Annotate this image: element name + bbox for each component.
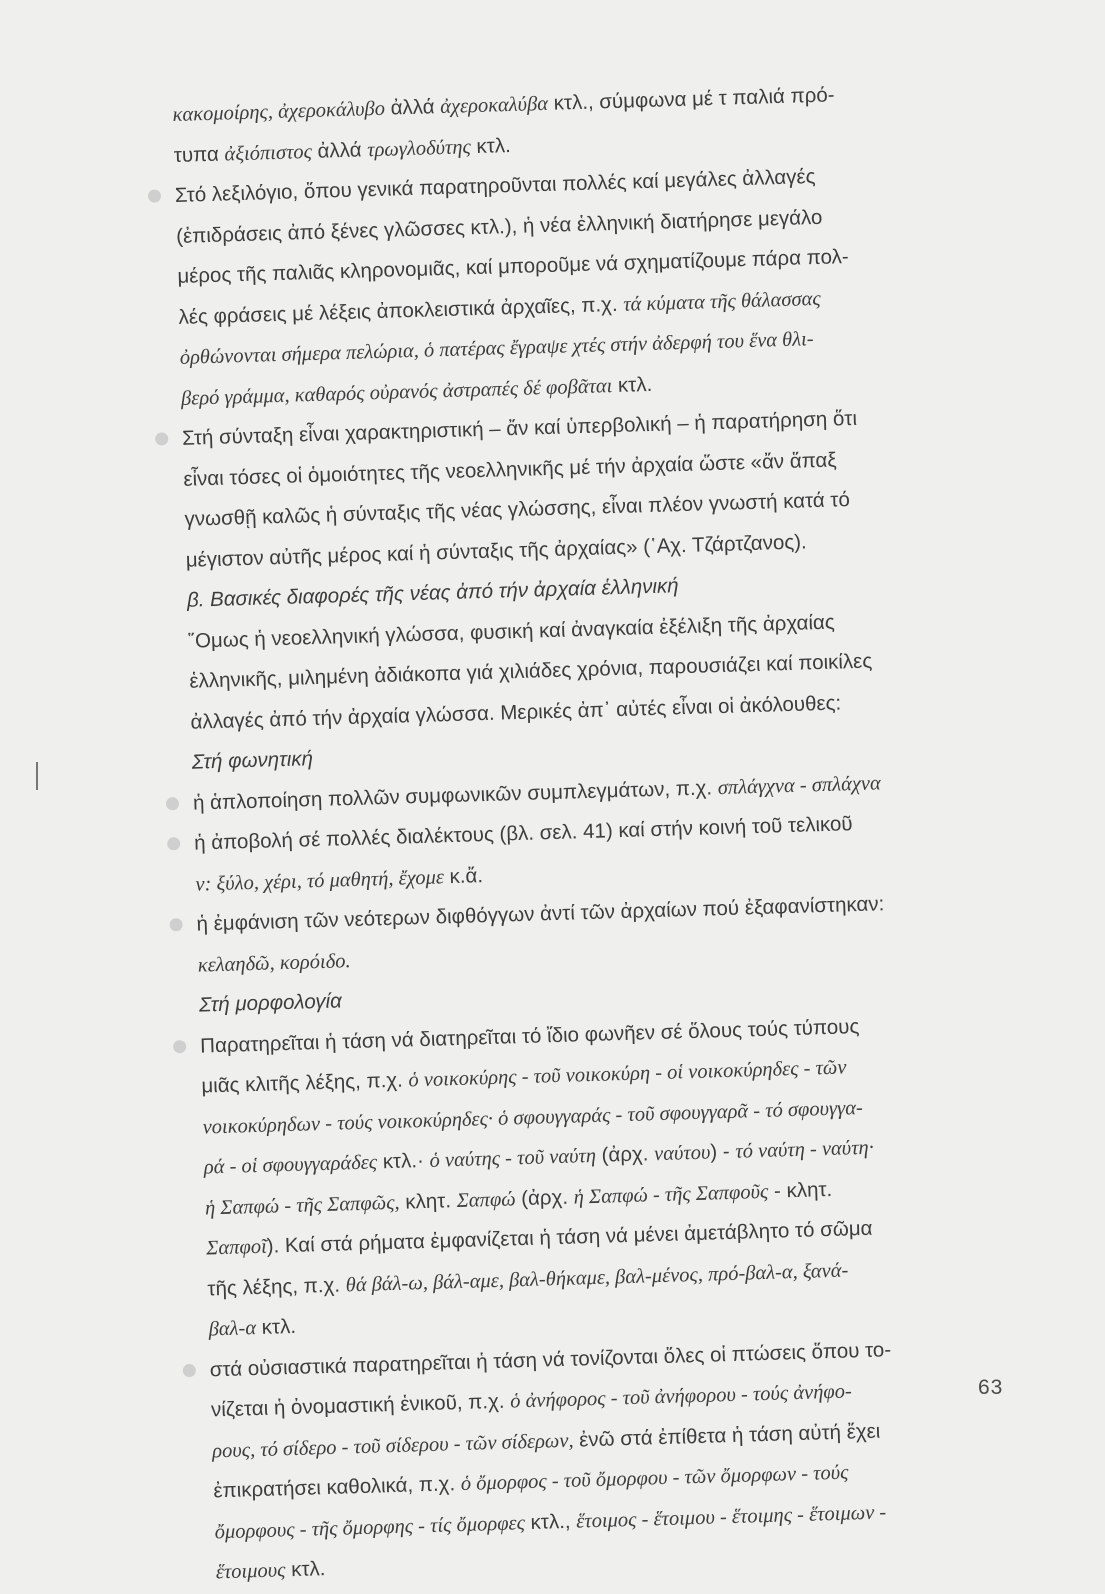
text-segment: ἕτοιμους xyxy=(215,1559,286,1584)
text-segment: - κλητ. xyxy=(767,1177,833,1203)
text-segment: λές φράσεις μέ λέξεις ἀποκλειστικά ἀρχαῖες, π.χ. xyxy=(178,292,624,329)
text-segment: μιᾶς κλιτῆς λέξης, π.χ. xyxy=(201,1068,409,1098)
text-segment: κτλ. xyxy=(255,1314,297,1340)
bullet-icon xyxy=(167,837,180,850)
text-segment: ρους, τό σίδερο - τοῦ σίδερου - τῶν σίδερων, xyxy=(211,1429,574,1462)
text-segment: ἑλληνικῆς, μιλημένη ἀδιάκοπα γιά χιλιάδες χρόνια, παρουσιάζει καί ποικίλες xyxy=(189,649,873,693)
text-segment: τό ναύτη - ναύτη· xyxy=(735,1136,875,1163)
text-segment: Στή μορφολογία xyxy=(198,989,343,1017)
text-segment: ὄμορφους - τῆς ὄμορφης - τίς ὄμορφες xyxy=(214,1511,526,1543)
text-segment: Στό λεξιλόγιο, ὅπου γενικά παρατηροῦνται πολλές καί μεγάλες ἀλλαγές xyxy=(174,164,816,207)
text-segment: εἶναι τόσες οἱ ὁμοιότητες τῆς νεοελληνικῆς μέ τήν ἀρχαία ὥστε «ἄν ἅπαξ xyxy=(183,447,837,491)
text-segment: ρά - οἱ σφουγγαράδες xyxy=(203,1151,378,1179)
text-segment: ῞Ομως ἡ νεοελληνική γλώσσα, φυσική καί ἀναγκαία ἐξέλιξη τῆς ἀρχαίας xyxy=(187,610,836,653)
text-segment: τῆς λέξης, π.χ. xyxy=(207,1272,347,1300)
text-segment: ἀλλά xyxy=(311,137,368,163)
text-segment: κακομοίρης, ἀχεροκάλυβο xyxy=(172,97,386,126)
text-segment: ὁ νοικοκύρης - τοῦ νοικοκύρη - οἱ νοικοκύρηδες - τῶν xyxy=(408,1056,847,1092)
text-segment: Στή φωνητική xyxy=(191,747,314,774)
text-segment: ἀλλαγές ἀπό τήν ἀρχαία γλώσσα. Μερικές ἀπ᾿ αὐτές εἶναι οἱ ἀκόλουθες: xyxy=(190,690,842,734)
margin-mark xyxy=(36,762,38,790)
text-segment: β. Βασικές διαφορές τῆς νέας ἀπό τήν ἀρχαία ἑλληνική xyxy=(186,574,679,612)
text-segment: ἡ ἁπλοποίηση πολλῶν συμφωνικῶν συμπλεγμάτων, π.χ. xyxy=(192,775,719,815)
text-segment: κελαηδῶ, κορόιδο. xyxy=(197,949,351,977)
text-segment: ἕτοιμος - ἕτοιμου - ἕτοιμης - ἕτοιμων - xyxy=(575,1500,887,1533)
text-segment: ἡ Σαπφώ - τῆς Σαπφοῦς xyxy=(573,1180,769,1209)
text-segment: ὀρθώνονται σήμερα πελώρια, ὁ πατέρας ἔγραψε χτές στήν ἀδερφή του ἕνα θλι- xyxy=(179,328,814,369)
text-segment: ἀλλά xyxy=(384,95,441,120)
bullet-icon xyxy=(173,1039,186,1052)
text-segment: (ἐπιδράσεις ἀπό ξένες γλῶσσες κτλ.), ἡ νέα ἑλληνική διατήρησε μεγάλο xyxy=(175,205,823,248)
text-segment: ἡ ἐμφάνιση τῶν νεότερων διφθόγγων ἀντί τῶν ἀρχαίων πού ἐξαφανίστηκαν: xyxy=(196,892,885,936)
text-segment: κτλ., σύμφωνα μέ τ παλιά πρό- xyxy=(547,83,835,115)
text-segment: κτλ. xyxy=(285,1557,326,1582)
text-segment: τά κύματα τῆς θάλασσας xyxy=(622,287,821,316)
text-segment: ὁ ὄμορφος - τοῦ ὄμορφου - τῶν ὄμορφων - τούς xyxy=(460,1461,849,1496)
text-segment: ἐνῶ στά ἐπίθετα ἡ τάση αὐτή ἔχει xyxy=(573,1419,881,1452)
text-body xyxy=(172,70,1061,1593)
text-segment: θά βάλ-ω, βάλ-αμε, βαλ-θήκαμε, βαλ-μένος, πρό-βαλ-α, ξανά- xyxy=(345,1258,849,1296)
text-segment: Σαπφώ xyxy=(456,1187,516,1212)
text-segment: βερό γράμμα, καθαρός οὐρανός ἀστραπές δέ φοβᾶται xyxy=(180,374,613,410)
text-segment: κτλ. xyxy=(611,372,653,397)
bullet-icon xyxy=(166,797,179,810)
text-segment: στά οὐσιαστικά παρατηρεῖται ἡ τάση νά τονίζονται ὅλες οἱ πτώσεις ὅπου το- xyxy=(209,1337,892,1381)
text-segment: κτλ., xyxy=(524,1509,577,1534)
text-segment: γνωσθῇ καλῶς ἡ σύνταξις τῆς νέας γλώσσης, εἶναι πλέον γνωστή κατά τό xyxy=(184,488,851,531)
text-segment: σπλάγχνα - σπλάχνα xyxy=(717,771,881,799)
text-segment: (ἀρχ. xyxy=(595,1142,655,1167)
text-segment: Στή σύνταξη εἶναι χαρακτηριστική – ἄν καί ὑπερβολική – ἡ παρατήρηση ὅτι xyxy=(181,406,858,450)
text-segment: ). Καί στά ρήματα ἐμφανίζεται ἡ τάση νά μένει ἀμετάβλητο τό σῶμα xyxy=(266,1216,873,1258)
text-segment: τυπα xyxy=(173,141,225,167)
text-segment: (ἀρχ. xyxy=(515,1185,574,1210)
text-segment: ναύτου xyxy=(653,1141,711,1166)
text-segment: ἡ Σαπφώ - τῆς Σαπφῶς, xyxy=(204,1191,400,1220)
text-segment: ὁ ναύτης - τοῦ ναύτη xyxy=(429,1144,597,1172)
text-segment: κτλ. xyxy=(470,133,512,158)
text-segment: νίζεται ἡ ὀνομαστική ἑνικοῦ, π.χ. xyxy=(210,1389,511,1422)
text-segment: ἡ ἀποβολή σέ πολλές διαλέκτους (βλ. σελ. 41) καί στήν κοινή τοῦ τελικοῦ xyxy=(193,812,853,855)
text-segment: μέγιστον αὐτῆς μέρος καί ἡ σύνταξις τῆς ἀρχαίας» (῾Αχ. Τζάρτζανος). xyxy=(185,529,808,572)
text-segment: νοικοκύρηδων - τούς νοικοκύρηδες· ὁ σφουγγαράς - τοῦ σφουγγαρᾶ - τό σφουγγα- xyxy=(202,1096,864,1139)
bullet-icon xyxy=(183,1363,196,1376)
text-segment: Παρατηρεῖται ἡ τάση νά διατηρεῖται τό ἴδιο φωνῆεν σέ ὅλους τούς τύπους xyxy=(199,1014,860,1058)
text-segment: τρωγλοδύτης xyxy=(366,135,472,161)
bullet-icon xyxy=(148,189,161,202)
text-segment: ἀξιόπιστος xyxy=(224,140,313,165)
text-segment: ν: ξύλο, χέρι, τό μαθητή, ἔχομε xyxy=(195,865,445,896)
bullet-icon xyxy=(169,918,182,931)
text-segment: ἀχεροκαλύβα xyxy=(439,92,549,119)
text-segment: κλητ. xyxy=(399,1188,457,1214)
text-segment: βαλ-α xyxy=(208,1317,257,1341)
page-number: 63 xyxy=(978,1376,1004,1399)
bullet-icon xyxy=(155,432,168,445)
text-segment: ὁ ἀνήφορος - τοῦ ἀνήφορου - τούς ἀνήφο- xyxy=(509,1380,853,1413)
text-segment: ) - xyxy=(709,1139,736,1164)
text-segment: μέρος τῆς παλιᾶς κληρονομιᾶς, καί μποροῦμε νά σχηματίζουμε πάρα πολ- xyxy=(177,245,849,288)
text-segment: ἐπικρατήσει καθολικά, π.χ. xyxy=(213,1472,462,1503)
text-segment: κ.ἄ. xyxy=(443,863,484,888)
text-segment: κτλ.· xyxy=(376,1148,430,1174)
text-segment: Σαπφοῖ xyxy=(205,1235,268,1260)
